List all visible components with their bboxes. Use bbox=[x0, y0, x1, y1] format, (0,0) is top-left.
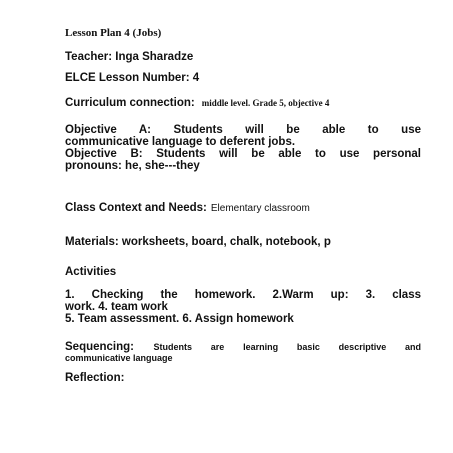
objective-b-line1: Objective B: Students will be able to use personal bbox=[65, 148, 421, 160]
objective-b-line2: pronouns: he, she---they bbox=[65, 160, 200, 172]
materials-line: Materials: worksheets, board, chalk, notebook, p bbox=[65, 236, 331, 248]
sequencing-block bbox=[65, 342, 421, 364]
sequencing-line2: communicative language bbox=[65, 353, 173, 363]
sequencing-text: Students are learning basic descriptive and bbox=[153, 342, 421, 352]
reflection-label: Reflection: bbox=[65, 372, 125, 384]
objective-a-line1: Objective A: Students will be able to use bbox=[65, 124, 421, 136]
lesson-number-line: ELCE Lesson Number: 4 bbox=[65, 72, 200, 84]
sequencing-line1 bbox=[65, 342, 421, 353]
context-value: Elementary classroom bbox=[210, 203, 310, 214]
activities-line1: 1. Checking the homework. 2.Warm up: 3. class bbox=[65, 289, 421, 301]
curriculum-label: Curriculum connection: bbox=[65, 97, 195, 109]
objective-a-line2: communicative language to deferent jobs. bbox=[65, 136, 296, 148]
curriculum-value: middle level. Grade 5, objective 4 bbox=[201, 98, 330, 108]
activities-heading: Activities bbox=[65, 266, 117, 278]
activities-line3: 5. Team assessment. 6. Assign homework bbox=[65, 313, 294, 325]
lesson-title: Lesson Plan 4 (Jobs) bbox=[65, 27, 162, 39]
context-label: Class Context and Needs: bbox=[65, 202, 207, 214]
curriculum-line bbox=[65, 93, 329, 111]
activities-line2: work. 4. team work bbox=[65, 301, 168, 313]
class-context-line bbox=[65, 198, 310, 216]
activities-block bbox=[65, 289, 421, 325]
objectives-block bbox=[65, 124, 421, 172]
teacher-line: Teacher: Inga Sharadze bbox=[65, 51, 194, 63]
sequencing-label: Sequencing: bbox=[65, 341, 135, 353]
